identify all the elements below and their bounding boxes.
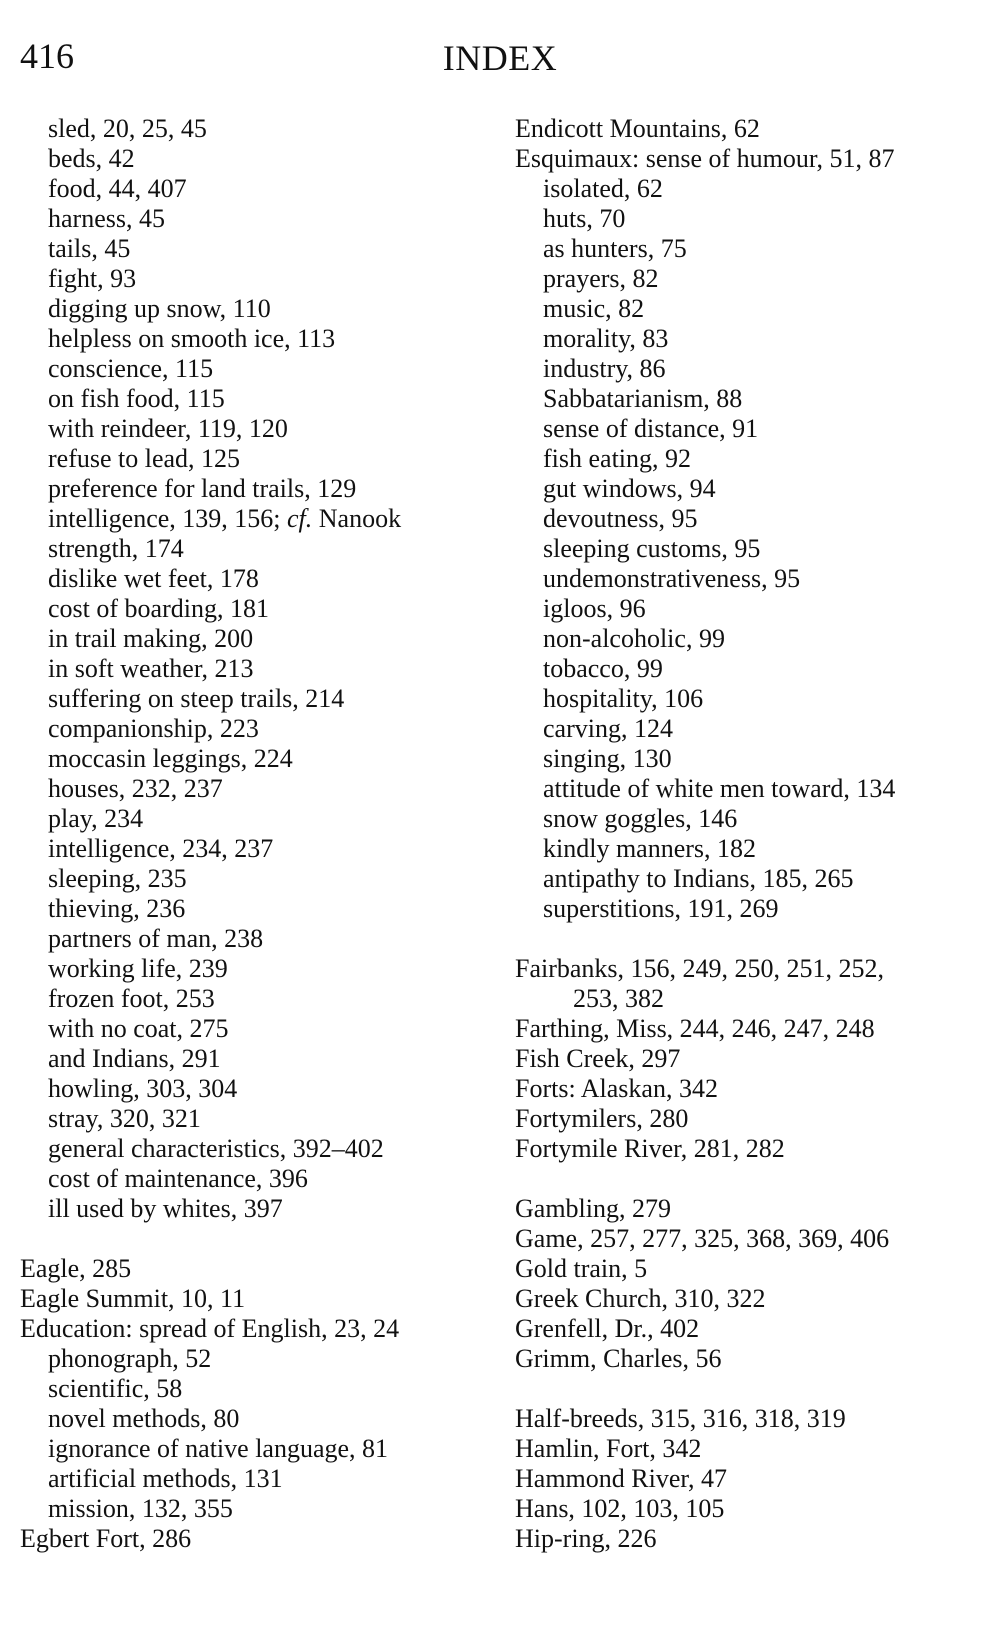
entry-text: Egbert Fort, 286 bbox=[20, 1524, 192, 1553]
index-subentry bbox=[515, 774, 985, 804]
entry-text: music, 82 bbox=[543, 294, 645, 323]
index-heading-entry bbox=[515, 1134, 985, 1164]
entry-text: Hans, 102, 103, 105 bbox=[515, 1494, 725, 1523]
page-number: 416 bbox=[20, 36, 74, 76]
entry-text: devoutness, 95 bbox=[543, 504, 698, 533]
entry-text: conscience, 115 bbox=[48, 354, 214, 383]
index-subentry bbox=[20, 1104, 490, 1134]
entry-text: fight, 93 bbox=[48, 264, 137, 293]
index-heading-entry bbox=[515, 1524, 985, 1554]
entry-text: and Indians, 291 bbox=[48, 1044, 221, 1073]
entry-text: Eagle, 285 bbox=[20, 1254, 132, 1283]
index-subentry bbox=[20, 1194, 490, 1224]
index-subentry bbox=[515, 414, 985, 444]
entry-text: undemonstrativeness, 95 bbox=[543, 564, 801, 593]
index-heading-entry bbox=[515, 1464, 985, 1494]
entry-text: antipathy to Indians, 185, 265 bbox=[543, 864, 854, 893]
entry-text: Half-breeds, 315, 316, 318, 319 bbox=[515, 1404, 846, 1433]
index-continuation bbox=[515, 984, 985, 1014]
entry-text: general characteristics, 392–402 bbox=[48, 1134, 384, 1163]
section-gap bbox=[515, 1164, 985, 1194]
index-subentry bbox=[20, 564, 490, 594]
entry-text: isolated, 62 bbox=[543, 174, 663, 203]
entry-text: novel methods, 80 bbox=[48, 1404, 240, 1433]
index-heading-entry bbox=[515, 1194, 985, 1224]
index-heading-entry bbox=[515, 114, 985, 144]
index-heading-entry bbox=[20, 1284, 490, 1314]
entry-text: with no coat, 275 bbox=[48, 1014, 229, 1043]
entry-text: singing, 130 bbox=[543, 744, 672, 773]
index-subentry bbox=[515, 504, 985, 534]
index-subentry bbox=[515, 564, 985, 594]
index-subentry bbox=[515, 894, 985, 924]
index-subentry bbox=[515, 624, 985, 654]
entry-text: Hammond River, 47 bbox=[515, 1464, 727, 1493]
entry-text: Grenfell, Dr., 402 bbox=[515, 1314, 700, 1343]
entry-text: thieving, 236 bbox=[48, 894, 186, 923]
entry-text: howling, 303, 304 bbox=[48, 1074, 238, 1103]
index-subentry bbox=[20, 654, 490, 684]
entry-text: digging up snow, 110 bbox=[48, 294, 271, 323]
index-subentry bbox=[20, 1494, 490, 1524]
section-gap bbox=[515, 924, 985, 954]
entry-text: beds, 42 bbox=[48, 144, 135, 173]
entry-text: on fish food, 115 bbox=[48, 384, 225, 413]
entry-text: intelligence, 139, 156; bbox=[48, 504, 288, 533]
index-subentry bbox=[20, 534, 490, 564]
index-subentry bbox=[515, 384, 985, 414]
entry-text: preference for land trails, 129 bbox=[48, 474, 357, 503]
entry-text: snow goggles, 146 bbox=[543, 804, 738, 833]
index-subentry bbox=[20, 474, 490, 504]
entry-text: Grimm, Charles, 56 bbox=[515, 1344, 722, 1373]
entry-text: phonograph, 52 bbox=[48, 1344, 212, 1373]
entry-text: intelligence, 234, 237 bbox=[48, 834, 274, 863]
index-subentry bbox=[515, 594, 985, 624]
index-subentry bbox=[515, 864, 985, 894]
index-subentry bbox=[515, 264, 985, 294]
entry-text: Fairbanks, 156, 249, 250, 251, 252, bbox=[515, 954, 885, 983]
entry-text: Farthing, Miss, 244, 246, 247, 248 bbox=[515, 1014, 875, 1043]
entry-text: strength, 174 bbox=[48, 534, 184, 563]
entry-text: food, 44, 407 bbox=[48, 174, 187, 203]
entry-text: Gold train, 5 bbox=[515, 1254, 648, 1283]
entry-text: with reindeer, 119, 120 bbox=[48, 414, 288, 443]
index-subentry bbox=[515, 234, 985, 264]
entry-text: as hunters, 75 bbox=[543, 234, 687, 263]
index-subentry bbox=[20, 894, 490, 924]
index-subentry bbox=[20, 504, 490, 534]
index-column-left bbox=[20, 114, 490, 1554]
index-subentry bbox=[20, 444, 490, 474]
entry-text: ill used by whites, 397 bbox=[48, 1194, 283, 1223]
entry-text: Eagle Summit, 10, 11 bbox=[20, 1284, 246, 1313]
index-subentry bbox=[20, 834, 490, 864]
entry-text: in trail making, 200 bbox=[48, 624, 254, 653]
entry-text: Fish Creek, 297 bbox=[515, 1044, 681, 1073]
entry-text: Hip-ring, 226 bbox=[515, 1524, 657, 1553]
index-subentry bbox=[20, 354, 490, 384]
entry-text: cost of maintenance, 396 bbox=[48, 1164, 308, 1193]
entry-text: frozen foot, 253 bbox=[48, 984, 215, 1013]
index-subentry bbox=[20, 294, 490, 324]
index-heading-entry bbox=[515, 954, 985, 984]
entry-text: mission, 132, 355 bbox=[48, 1494, 233, 1523]
index-heading-entry bbox=[515, 1344, 985, 1374]
index-subentry bbox=[20, 264, 490, 294]
entry-text: sleeping customs, 95 bbox=[543, 534, 761, 563]
entry-text: dislike wet feet, 178 bbox=[48, 564, 259, 593]
entry-text: scientific, 58 bbox=[48, 1374, 183, 1403]
entry-text: Sabbatarianism, 88 bbox=[543, 384, 743, 413]
index-subentry bbox=[515, 474, 985, 504]
index-subentry bbox=[20, 594, 490, 624]
index-heading-entry bbox=[20, 1314, 490, 1344]
entry-text: hospitality, 106 bbox=[543, 684, 704, 713]
entry-text: cost of boarding, 181 bbox=[48, 594, 269, 623]
entry-text: Greek Church, 310, 322 bbox=[515, 1284, 766, 1313]
entry-text: attitude of white men toward, 134 bbox=[543, 774, 896, 803]
index-subentry bbox=[20, 204, 490, 234]
index-subentry bbox=[515, 294, 985, 324]
index-subentry bbox=[20, 984, 490, 1014]
entry-text: Endicott Mountains, 62 bbox=[515, 114, 760, 143]
index-subentry bbox=[20, 924, 490, 954]
index-subentry bbox=[20, 744, 490, 774]
entry-text: Fortymile River, 281, 282 bbox=[515, 1134, 785, 1163]
index-subentry bbox=[20, 1404, 490, 1434]
index-subentry bbox=[20, 1134, 490, 1164]
entry-text: sense of distance, 91 bbox=[543, 414, 759, 443]
entry-text: suffering on steep trails, 214 bbox=[48, 684, 345, 713]
entry-text: harness, 45 bbox=[48, 204, 165, 233]
index-subentry bbox=[20, 1374, 490, 1404]
entry-text: Fortymilers, 280 bbox=[515, 1104, 689, 1133]
entry-text: kindly manners, 182 bbox=[543, 834, 757, 863]
index-subentry bbox=[20, 1014, 490, 1044]
entry-text: partners of man, 238 bbox=[48, 924, 264, 953]
entry-text: industry, 86 bbox=[543, 354, 666, 383]
index-subentry bbox=[515, 174, 985, 204]
entry-text: Forts: Alaskan, 342 bbox=[515, 1074, 718, 1103]
entry-text: Esquimaux: sense of humour, 51, 87 bbox=[515, 144, 895, 173]
index-column-right bbox=[515, 114, 985, 1554]
index-heading-entry bbox=[20, 1254, 490, 1284]
entry-text: helpless on smooth ice, 113 bbox=[48, 324, 336, 353]
index-subentry bbox=[20, 1164, 490, 1194]
entry-text: 253, 382 bbox=[573, 984, 664, 1013]
index-subentry bbox=[515, 354, 985, 384]
index-heading-entry bbox=[515, 1434, 985, 1464]
entry-text: ignorance of native language, 81 bbox=[48, 1434, 389, 1463]
index-subentry bbox=[20, 864, 490, 894]
index-subentry bbox=[20, 1434, 490, 1464]
entry-text: huts, 70 bbox=[543, 204, 626, 233]
index-subentry bbox=[515, 714, 985, 744]
index-heading-entry bbox=[515, 144, 985, 174]
index-subentry bbox=[20, 804, 490, 834]
index-heading-entry bbox=[515, 1104, 985, 1134]
index-subentry bbox=[515, 324, 985, 354]
entry-text: carving, 124 bbox=[543, 714, 673, 743]
index-subentry bbox=[20, 1074, 490, 1104]
index-subentry bbox=[20, 384, 490, 414]
index-subentry bbox=[515, 834, 985, 864]
entry-text: igloos, 96 bbox=[543, 594, 646, 623]
entry-text: Hamlin, Fort, 342 bbox=[515, 1434, 702, 1463]
index-subentry bbox=[20, 774, 490, 804]
index-heading-entry bbox=[20, 1524, 490, 1554]
index-subentry bbox=[20, 954, 490, 984]
entry-text: gut windows, 94 bbox=[543, 474, 716, 503]
index-heading-entry bbox=[515, 1284, 985, 1314]
entry-text: prayers, 82 bbox=[543, 264, 659, 293]
index-subentry bbox=[20, 1344, 490, 1374]
running-head-title: INDEX bbox=[442, 38, 558, 78]
entry-text: Gambling, 279 bbox=[515, 1194, 671, 1223]
section-gap bbox=[20, 1224, 490, 1254]
entry-text: Education: spread of English, 23, 24 bbox=[20, 1314, 400, 1343]
index-subentry bbox=[20, 624, 490, 654]
index-subentry bbox=[20, 114, 490, 144]
index-subentry bbox=[20, 234, 490, 264]
entry-crossref-abbrev: cf. bbox=[287, 504, 313, 533]
index-subentry bbox=[20, 174, 490, 204]
index-heading-entry bbox=[515, 1074, 985, 1104]
entry-text: working life, 239 bbox=[48, 954, 228, 983]
entry-text: stray, 320, 321 bbox=[48, 1104, 201, 1133]
index-subentry bbox=[515, 654, 985, 684]
index-heading-entry bbox=[515, 1494, 985, 1524]
entry-crossref-target: Nanook bbox=[312, 504, 402, 533]
index-subentry bbox=[20, 1464, 490, 1494]
index-subentry bbox=[515, 684, 985, 714]
entry-text: tobacco, 99 bbox=[543, 654, 663, 683]
index-subentry bbox=[20, 684, 490, 714]
entry-text: play, 234 bbox=[48, 804, 144, 833]
entry-text: in soft weather, 213 bbox=[48, 654, 254, 683]
entry-text: fish eating, 92 bbox=[543, 444, 692, 473]
entry-text: artificial methods, 131 bbox=[48, 1464, 283, 1493]
index-subentry bbox=[515, 444, 985, 474]
index-heading-entry bbox=[515, 1014, 985, 1044]
index-subentry bbox=[20, 144, 490, 174]
index-heading-entry bbox=[515, 1254, 985, 1284]
index-subentry bbox=[515, 204, 985, 234]
entry-text: refuse to lead, 125 bbox=[48, 444, 241, 473]
entry-text: sled, 20, 25, 45 bbox=[48, 114, 207, 143]
entry-text: companionship, 223 bbox=[48, 714, 259, 743]
index-subentry bbox=[20, 714, 490, 744]
index-subentry bbox=[20, 414, 490, 444]
entry-text: Game, 257, 277, 325, 368, 369, 406 bbox=[515, 1224, 890, 1253]
index-subentry bbox=[515, 804, 985, 834]
index-subentry bbox=[515, 534, 985, 564]
index-subentry bbox=[20, 324, 490, 354]
index-heading-entry bbox=[515, 1404, 985, 1434]
entry-text: morality, 83 bbox=[543, 324, 669, 353]
index-subentry bbox=[20, 1044, 490, 1074]
section-gap bbox=[515, 1374, 985, 1404]
index-heading-entry bbox=[515, 1224, 985, 1254]
entry-text: tails, 45 bbox=[48, 234, 131, 263]
entry-text: moccasin leggings, 224 bbox=[48, 744, 293, 773]
entry-text: non-alcoholic, 99 bbox=[543, 624, 725, 653]
entry-text: sleeping, 235 bbox=[48, 864, 187, 893]
index-heading-entry bbox=[515, 1044, 985, 1074]
index-subentry bbox=[515, 744, 985, 774]
entry-text: superstitions, 191, 269 bbox=[543, 894, 779, 923]
index-heading-entry bbox=[515, 1314, 985, 1344]
entry-text: houses, 232, 237 bbox=[48, 774, 223, 803]
